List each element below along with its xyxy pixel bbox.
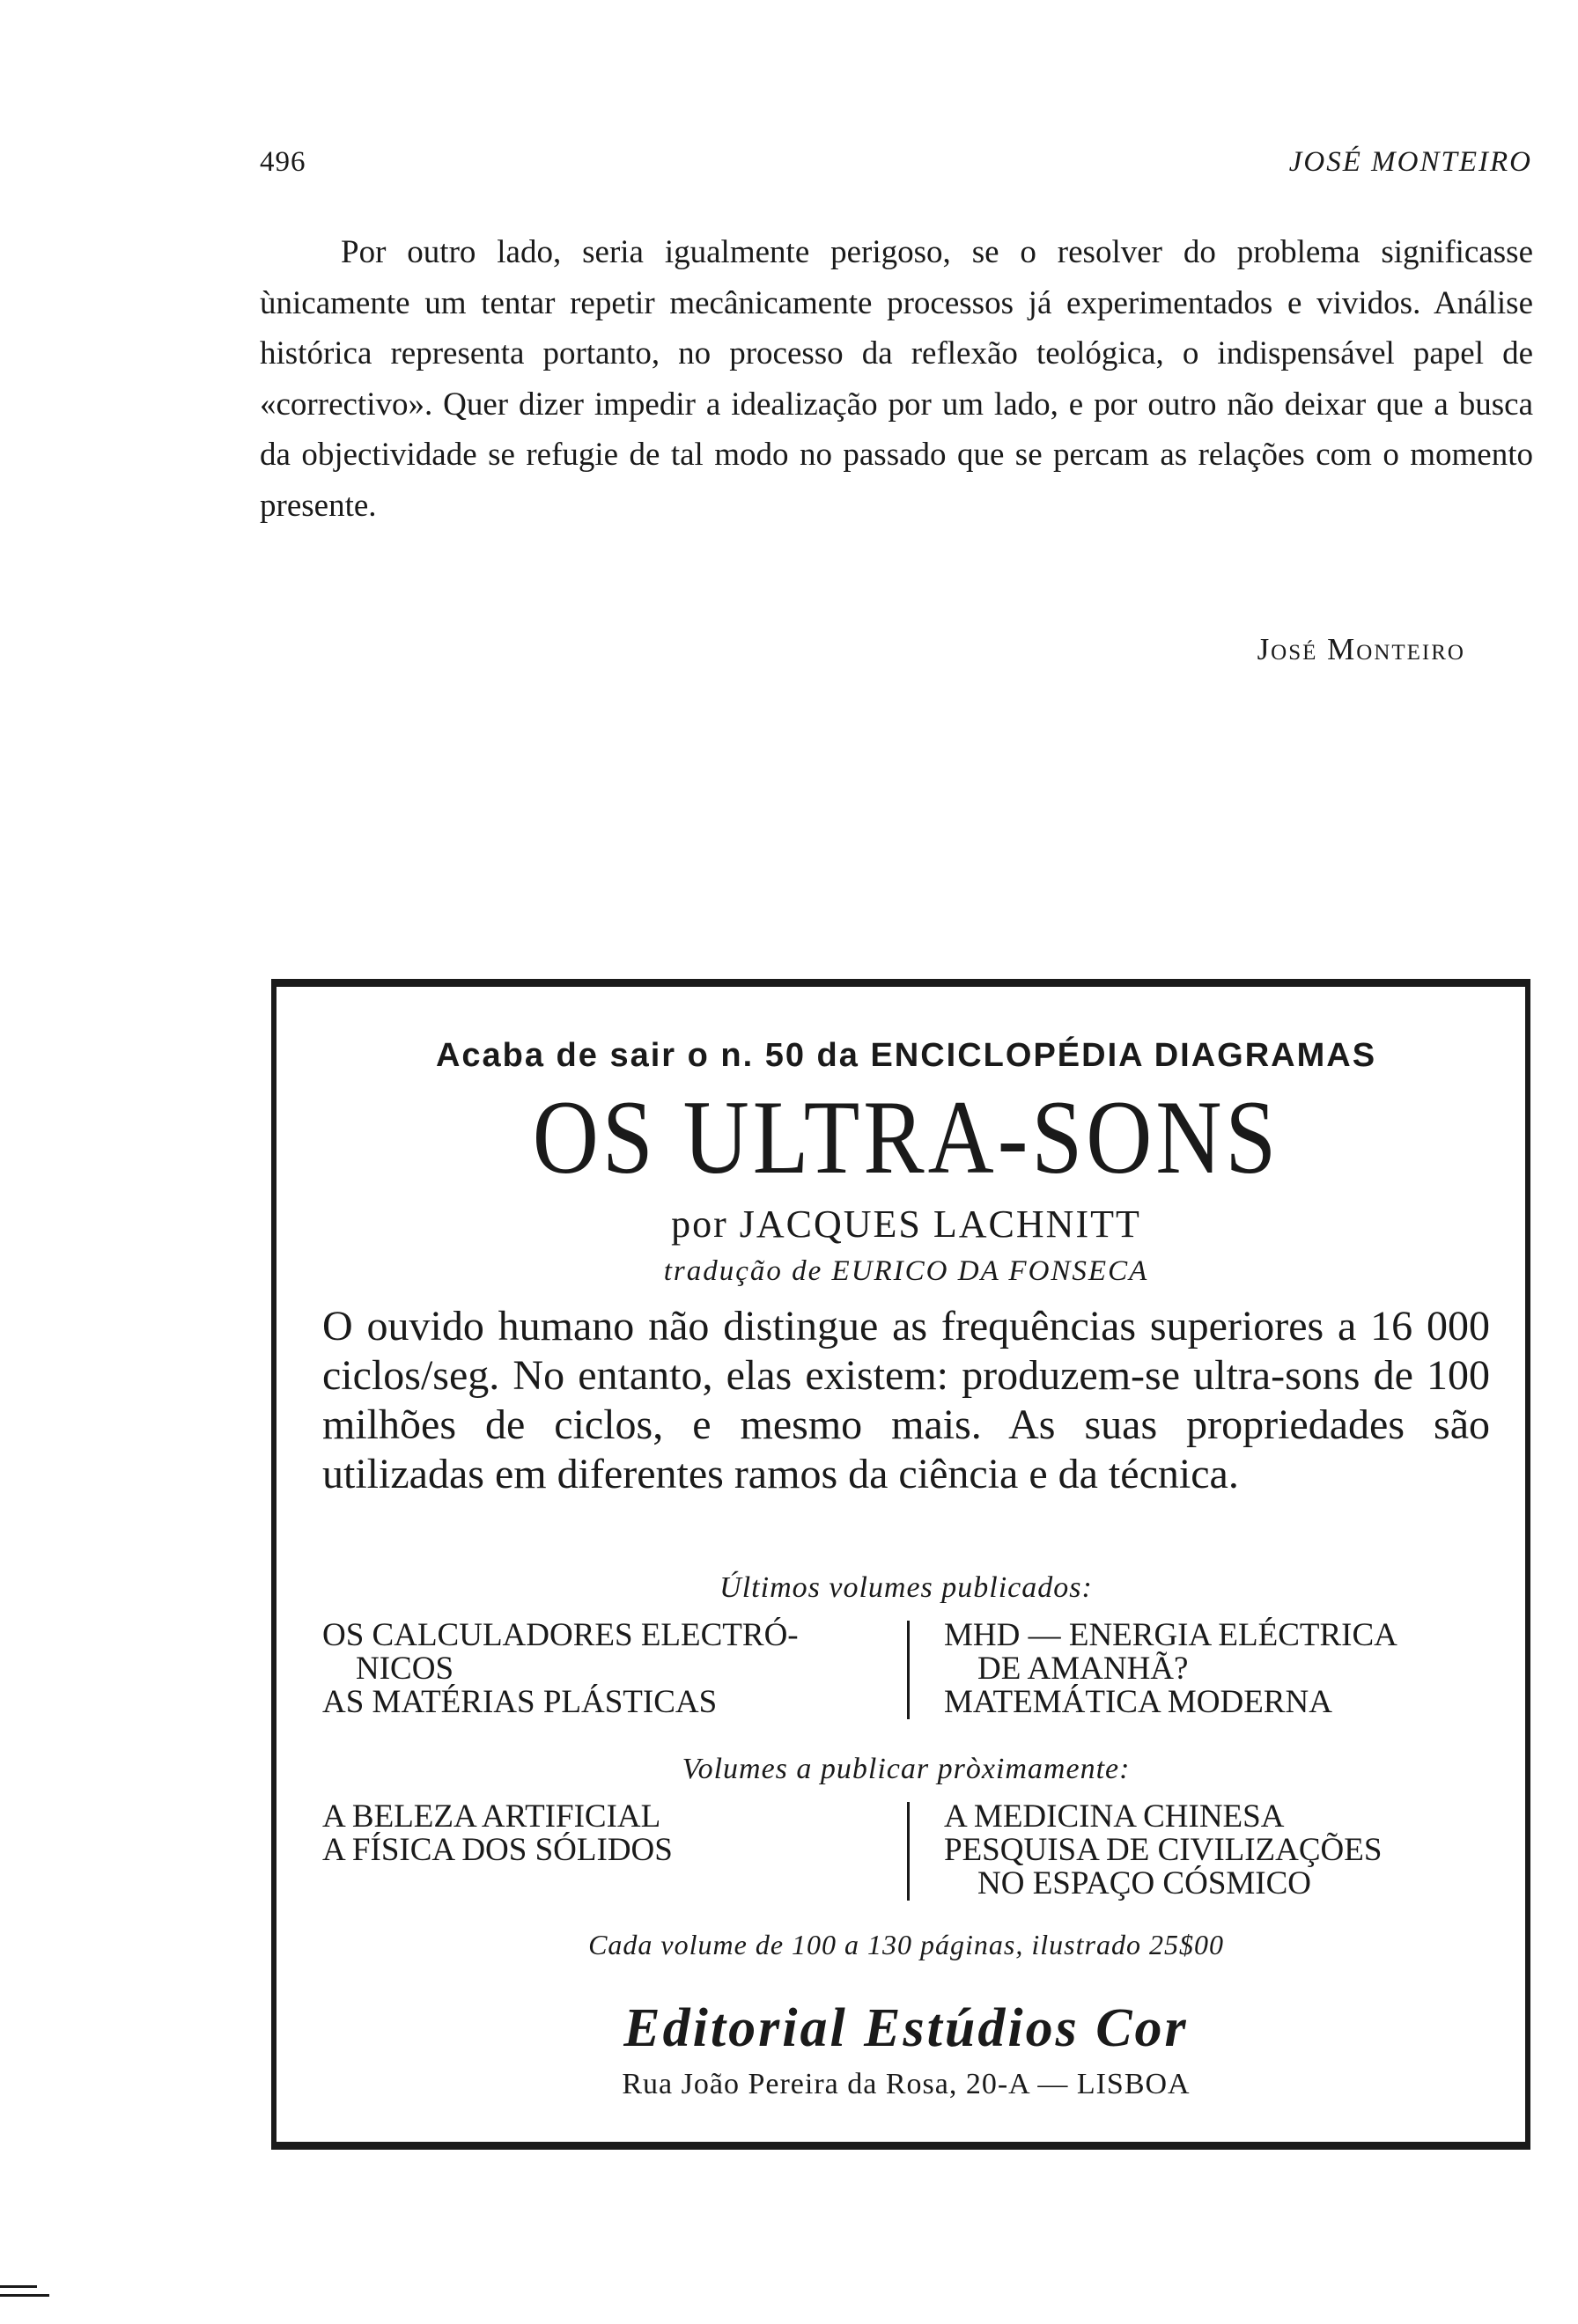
list-item: NICOS bbox=[356, 1651, 454, 1687]
published-list bbox=[322, 1619, 1490, 1725]
ad-blurb: O ouvido humano não distingue as frequências superiores a 16 000 ciclos/seg. No entanto, elas existem: produzem-se ultra-sons de 100 milhões de ciclos, e mesmo mais. As suas propriedades são utilizadas em diferentes ramos da ciência e da técnica. bbox=[322, 1303, 1490, 1497]
publisher-address: Rua João Pereira da Rosa, 20-A — LISBOA bbox=[622, 2068, 1191, 2100]
upcoming-heading: Volumes a publicar pròximamente: bbox=[682, 1753, 1131, 1785]
running-head: JOSÉ MONTEIRO bbox=[1288, 146, 1532, 178]
upcoming-list bbox=[322, 1800, 1490, 1906]
column-divider bbox=[907, 1621, 910, 1719]
list-item: A MEDICINA CHINESA bbox=[944, 1798, 1285, 1835]
column-divider bbox=[907, 1802, 910, 1901]
ad-byline: por JACQUES LACHNITT bbox=[671, 1202, 1141, 1246]
upcoming-right-column bbox=[944, 1800, 1525, 1901]
list-item: MATEMÁTICA MODERNA bbox=[944, 1684, 1332, 1720]
margin-mark bbox=[0, 2285, 37, 2288]
body-text bbox=[260, 227, 1533, 531]
margin-mark bbox=[0, 2294, 49, 2297]
list-item: AS MATÉRIAS PLÁSTICAS bbox=[322, 1684, 718, 1720]
published-left-column bbox=[322, 1619, 886, 1719]
ad-kicker: Acaba de sair o n. 50 da ENCICLOPÉDIA DIAGRAMAS bbox=[435, 1037, 1377, 1074]
advertisement-box bbox=[271, 979, 1530, 2150]
page-number: 496 bbox=[260, 146, 306, 178]
list-item: NO ESPAÇO CÓSMICO bbox=[977, 1865, 1312, 1901]
ad-price-line: Cada volume de 100 a 130 páginas, ilustrado 25$00 bbox=[588, 1929, 1224, 1960]
published-heading: Últimos volumes publicados: bbox=[719, 1571, 1093, 1604]
published-right-column bbox=[944, 1619, 1525, 1719]
author-signature: José Monteiro bbox=[1257, 632, 1465, 666]
list-item: A BELEZA ARTIFICIAL bbox=[322, 1798, 661, 1835]
list-item: MHD — ENERGIA ELÉCTRICA bbox=[944, 1617, 1397, 1653]
list-item: PESQUISA DE CIVILIZAÇÕES bbox=[944, 1832, 1383, 1868]
list-item: A FÍSICA DOS SÓLIDOS bbox=[322, 1832, 673, 1868]
upcoming-left-column bbox=[322, 1800, 886, 1867]
ad-translator: tradução de EURICO DA FONSECA bbox=[663, 1255, 1149, 1287]
list-item: DE AMANHÃ? bbox=[977, 1651, 1189, 1687]
ad-title: OS ULTRA-SONS bbox=[532, 1079, 1280, 1196]
publisher-name: Editorial Estúdios Cor bbox=[623, 1998, 1189, 2058]
body-paragraph: Por outro lado, seria igualmente perigoso, se o resolver do problema significasse ùnicamente um tentar repetir mecânicamente processos já experimentados e vividos. Análise histórica representa portanto, no processo da reflexão teológica, o indispensável papel de «correctivo». Quer dizer impedir a idealização por um lado, e por outro não deixar que a busca da objectividade se refugie de tal modo no passado que se percam as relações com o momento presente. bbox=[260, 234, 1533, 524]
list-item: OS CALCULADORES ELECTRÓ- bbox=[322, 1617, 799, 1653]
